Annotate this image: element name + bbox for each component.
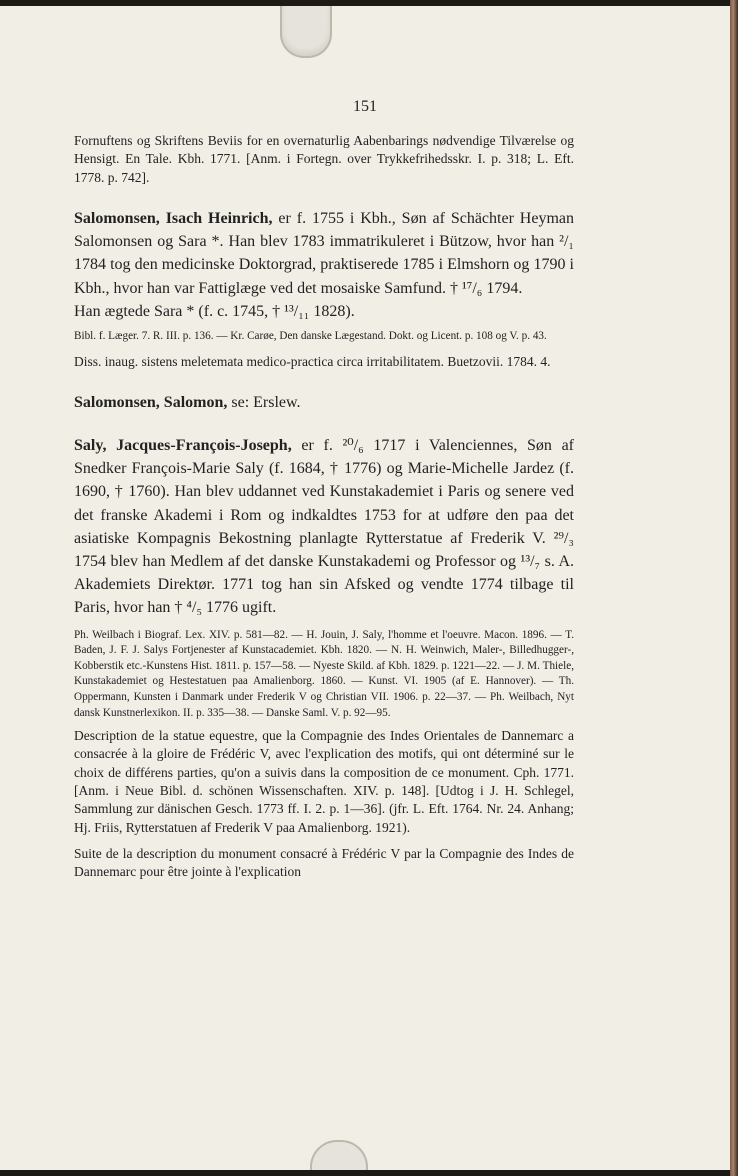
references: Ph. Weilbach i Biograf. Lex. XIV. p. 581—82. — H. Jouin, J. Saly, l'homme et l'oeuvre. Macon. 1896. — T. Baden, J. F. J. Salys Fortjenester af Kunstacademiet. Kbh. 1820. — N. H. Weinwich, Maler-, Billedhugger-, Kobberstik etc.-Kunstens Hist. 1811. p. 157—58. — Nyeste Skild. af Kbh. 1829. p. 1221—22. — J. M. Thiele, Kunstakademiet og Hestestatuen paa Amalienborg. 1860. — Kunst. VI. 1905 (af E. Hannover). — Th. Oppermann, Kunsten i Danmark under Frederik V og Christian VII. 1906. p. 22—37. — Ph. Weilbach, Nyt dansk Kunstnerlexikon. II. p. 335—38. — Danske Saml. V. p. 92—95. (74, 628, 574, 719)
entry-heading: Saly, Jacques-François-Joseph, (74, 437, 292, 454)
page-number: 151 (353, 98, 377, 115)
bibliography-entry: Suite de la description du monument consacré à Frédéric V par la Compagnie des Indes de Dannemarc pour être jointe à l'explication (74, 845, 574, 880)
bibliography-entry: Fornuftens og Skriftens Beviis for en overnaturlig Aabenbarings nødvendige Tilværelse og Hensigt. En Tale. Kbh. 1771. [Anm. i Fortegn. over Trykkefrihedsskr. I. p. 318; L. Eft. 1778. p. 742]. (74, 133, 574, 185)
book-edge (730, 0, 738, 1176)
entry-text: se: Erslew. (227, 393, 301, 411)
book-page (0, 6, 730, 1170)
biography-entry-salomonsen-salomon (74, 391, 574, 414)
marriage-line: Han ægtede Sara * (f. c. 1745, † ¹³/₁₁ 1828). (74, 302, 355, 320)
entry-heading: Salomonsen, Salomon, (74, 393, 228, 411)
entry-text: er f. 1755 i Kbh., Søn af Schächter Heyman Salomonsen og Sara *. Han blev 1783 immatrikuleret i Bützow, hvor han ²/₁ 1784 tog den medicinske Doktorgrad, praktiserede 1785 i Elmshorn og 1790 i Kbh., hvor han var Fattiglæge ved det mosaiske Samfund. † ¹⁷/₆ 1794. (74, 209, 574, 297)
entry-text: er f. ²⁰/₆ 1717 i Valenciennes, Søn af Snedker François-Marie Saly (f. 1684, † 1776) og Marie-Michelle Jardez (f. 1690, † 1760). Han blev uddannet ved Kunstakademiet i Paris og senere ved det franske Akademi i Rom og indkaldtes 1753 for at udføre den paa det asiatiske Kompagnis Bekostning planlagte Rytterstatue af Frederik V. ²⁹/₃ 1754 blev han Medlem af det danske Kunstakademi og Professor og ¹³/₇ s. A. Akademiets Direktør. 1771 tog han sin Afsked og vendte 1774 tilbage til Paris, hvor han † ⁴/₅ 1776 ugift. (74, 437, 575, 617)
paper-clip-top (280, 6, 332, 58)
page-body (74, 132, 574, 882)
biography-entry-saly (74, 434, 574, 620)
biography-entry-salomonsen-isach (74, 207, 574, 300)
bibliography-entry: Description de la statue equestre, que la Compagnie des Indes Orientales de Dannemarc a consacrée à la gloire de Frédéric V, avec l'explication des motifs, qui ont déterminé sur le choix de différens parties, qu'on a suivis dans la composition de ce monument. Cph. 1771. [Anm. i Neue Bibl. d. schönen Wissenschaften. XIV. p. 148]. [Udtog i J. H. Schlegel, Sammlung zur dänischen Gesch. 1773 ff. I. 2. p. 1—36]. (jfr. L. Eft. 1764. Nr. 24. Anhang; Hj. Friis, Rytterstatuen af Frederik V paa Amalienborg. 1921). (74, 728, 574, 835)
paper-clip-bottom (310, 1140, 368, 1170)
entry-heading: Salomonsen, Isach Heinrich, (74, 209, 273, 227)
references: Bibl. f. Læger. 7. R. III. p. 136. — Kr. Carøe, Den danske Lægestand. Dokt. og Licent. p. 108 og V. p. 43. (74, 329, 547, 342)
dissertation-entry: Diss. inaug. sistens meletemata medico-practica circa irritabilitatem. Buetzovii. 1784. 4. (74, 353, 551, 369)
